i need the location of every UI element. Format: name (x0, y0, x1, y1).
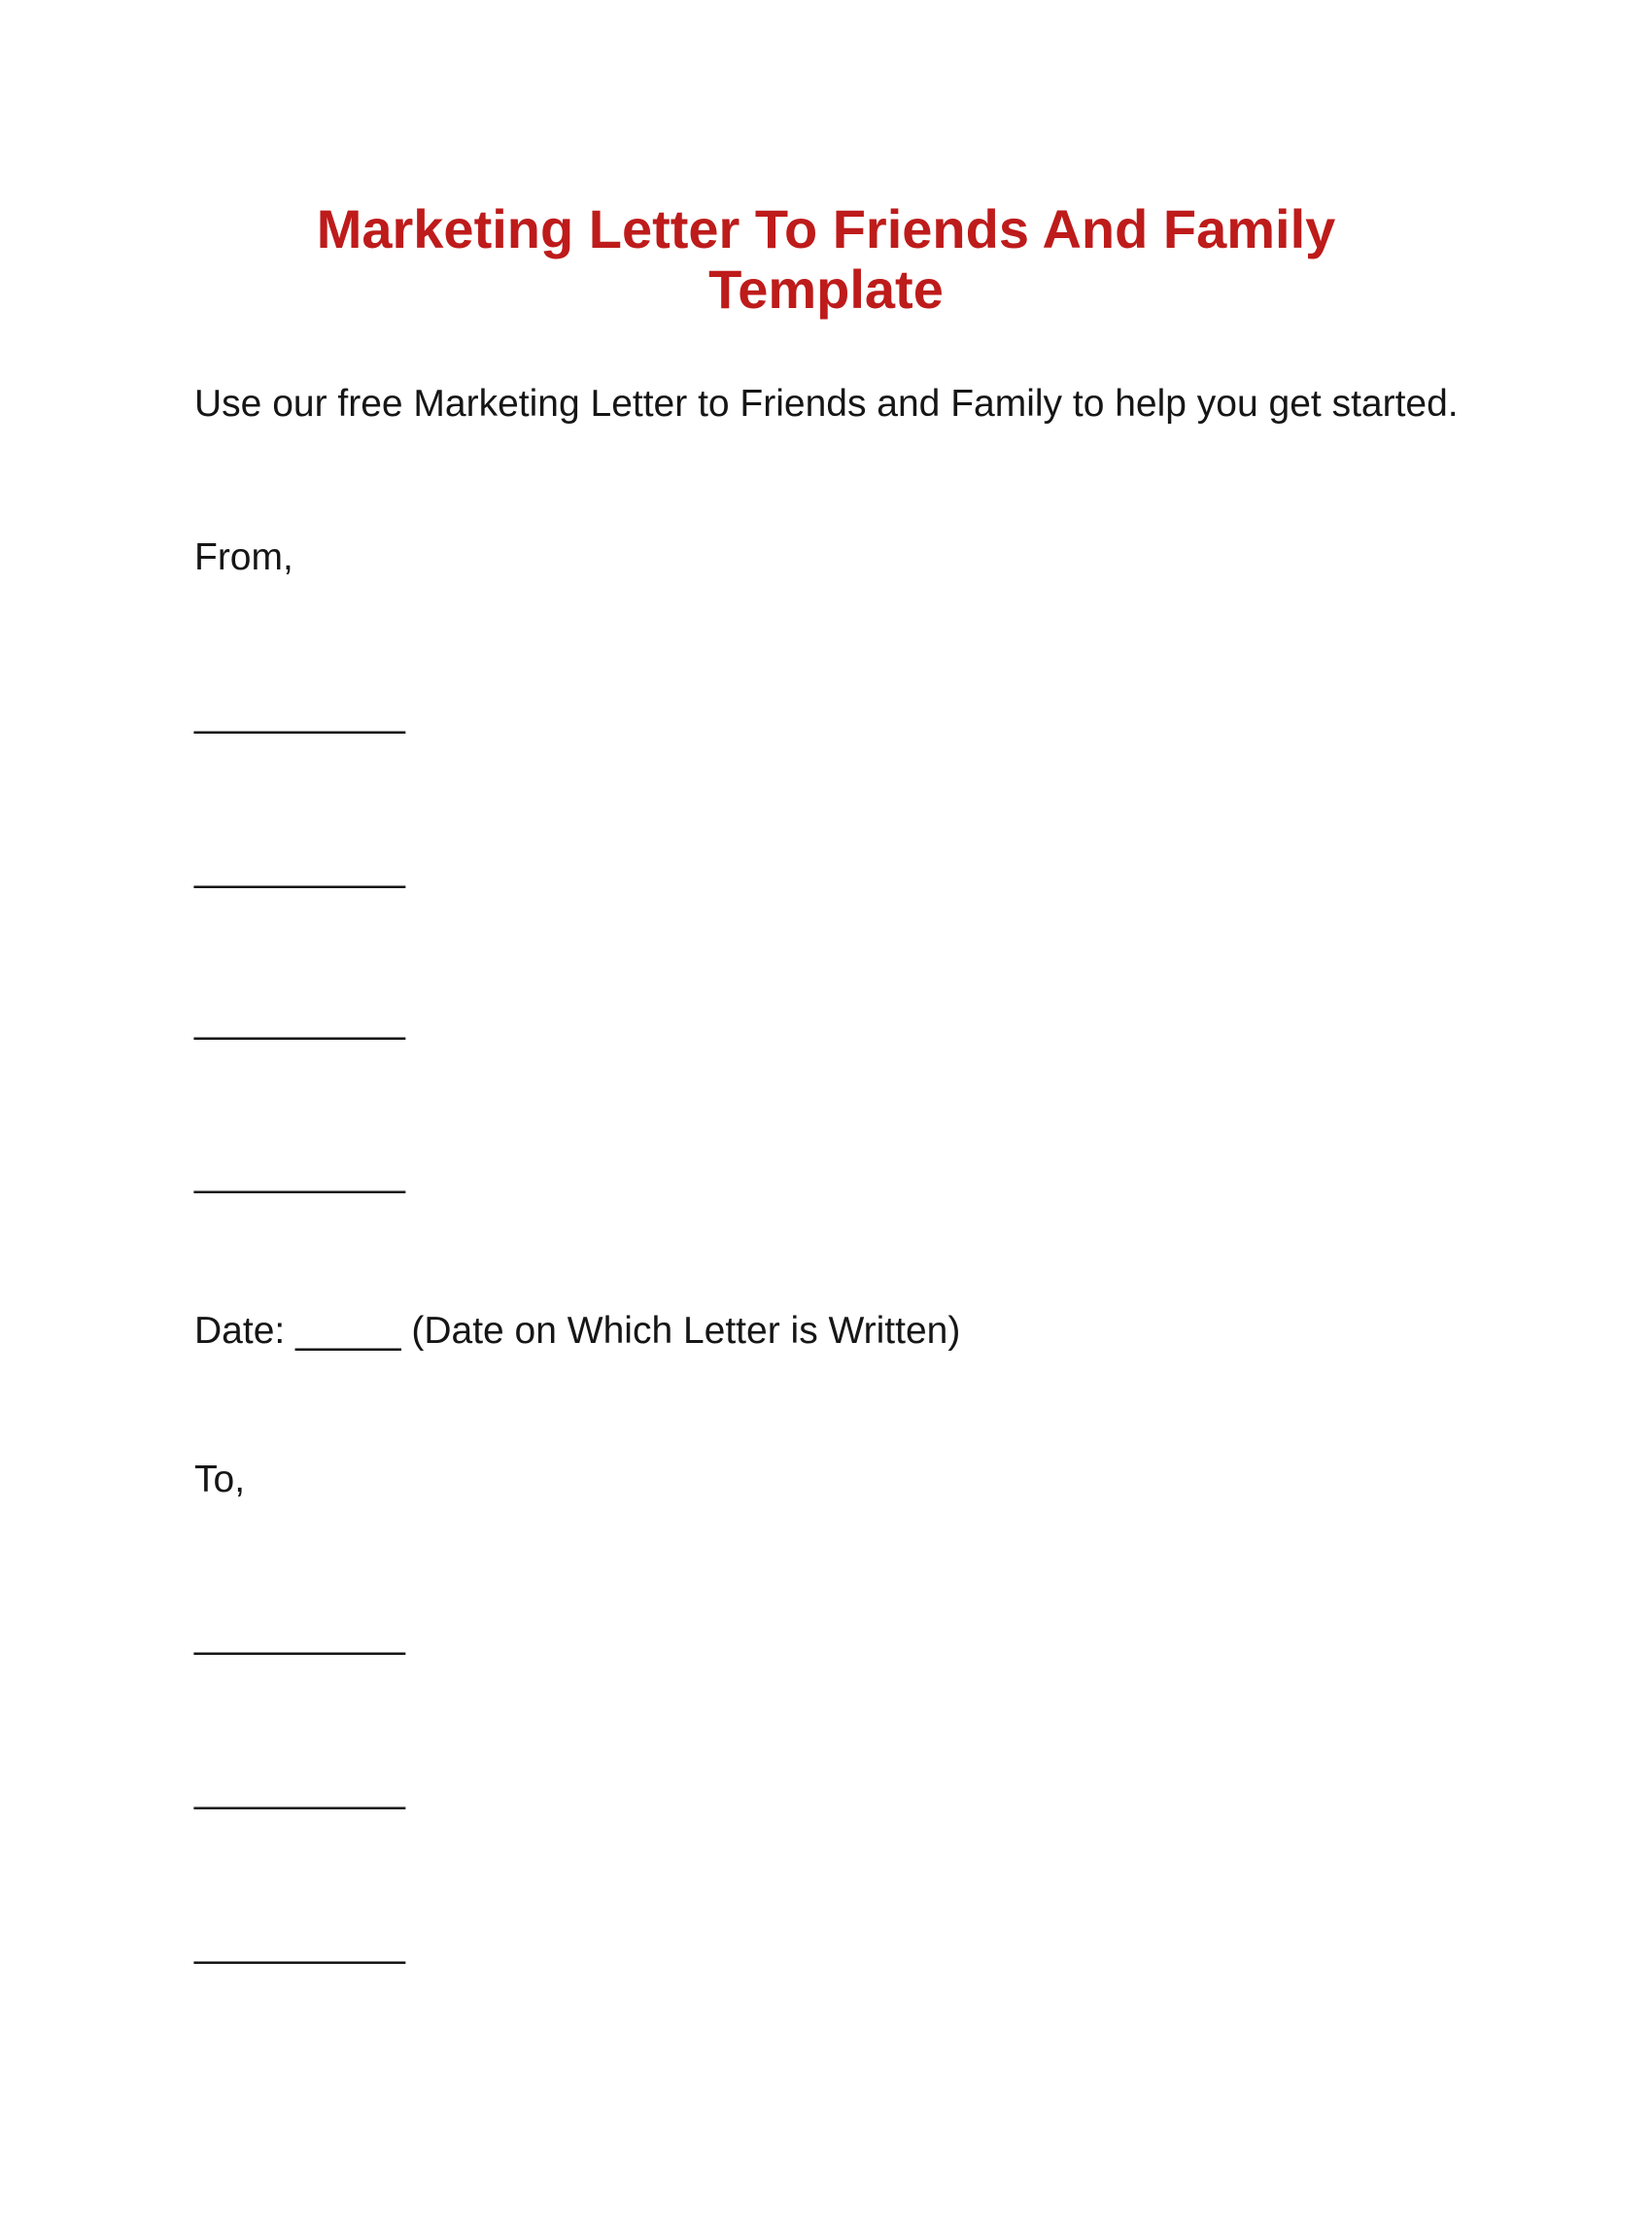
date-line (194, 1310, 1458, 1354)
from-label: From, (194, 536, 293, 579)
to-blank-line-2: __________ (194, 1768, 405, 1810)
to-blank-line-1: __________ (194, 1613, 405, 1656)
to-label: To, (194, 1459, 246, 1501)
from-blank-line-3: __________ (194, 998, 405, 1041)
from-blank-line-1: __________ (194, 692, 405, 735)
from-blank-line-2: __________ (194, 846, 405, 889)
date-blank: _____ (295, 1310, 401, 1353)
to-blank-line-3: __________ (194, 1922, 405, 1965)
page-title: Marketing Letter To Friends And Family Template (316, 198, 1336, 320)
date-label: Date: (194, 1310, 286, 1353)
date-note: (Date on Which Letter is Written) (411, 1310, 961, 1353)
from-blank-line-4: __________ (194, 1152, 405, 1195)
intro-text: Use our free Marketing Letter to Friends and Family to help you get started. (194, 383, 1459, 426)
